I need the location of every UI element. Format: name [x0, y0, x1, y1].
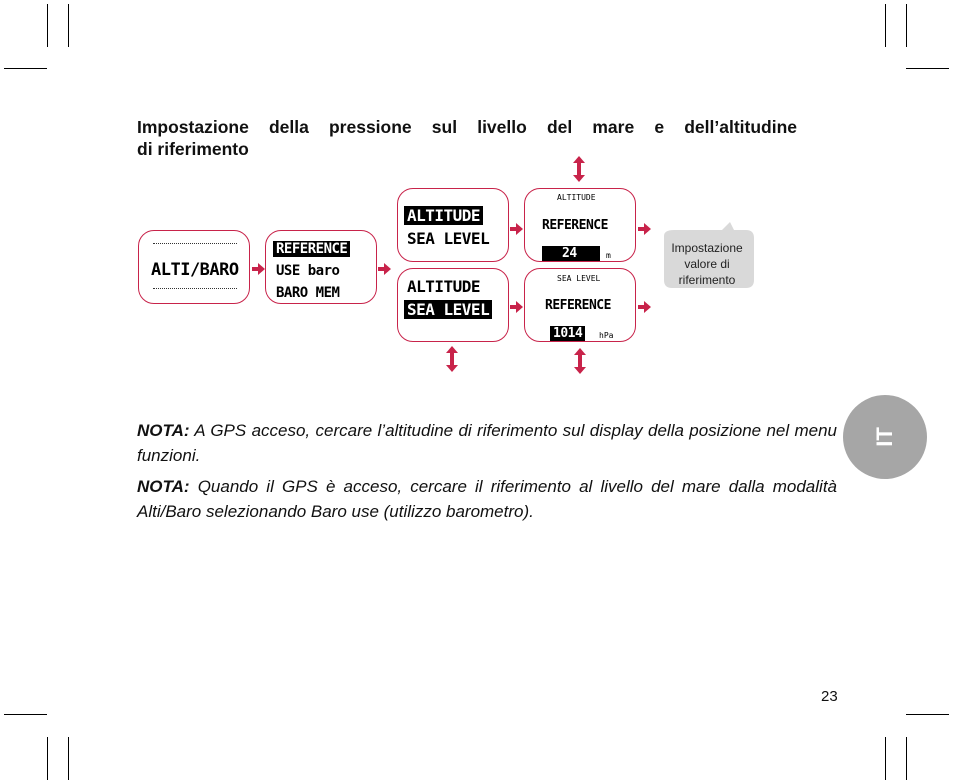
menu-item-use-baro: USE baro [276, 263, 340, 279]
screen-title: ALTITUDE [557, 193, 596, 202]
note-label: NOTA: [137, 421, 190, 440]
option-sea-level: SEA LEVEL [407, 229, 490, 248]
option-altitude: ALTITUDE [404, 206, 483, 225]
watch-screen-menu [265, 230, 377, 304]
reference-value: 1014 [550, 326, 585, 341]
arrow-right-5 [638, 222, 651, 234]
arrow-right-2 [378, 262, 391, 274]
watch-screen-sea-level-reference [524, 268, 636, 342]
reference-value: 24 [542, 246, 600, 261]
watch-screen-sea-level-select [397, 268, 509, 342]
mode-label: ALTI/BARO [151, 260, 239, 280]
heading-line-1: Impostazione della pressione sul livello del mare e dell’altitudine [137, 117, 797, 137]
section-heading [137, 116, 797, 160]
reference-unit: hPa [599, 331, 614, 340]
menu-item-reference: REFERENCE [273, 241, 350, 257]
language-tab [843, 395, 927, 479]
note-1 [137, 418, 837, 468]
watch-screen-altitude-select [397, 188, 509, 262]
language-code: IT [872, 427, 897, 447]
note-text: Quando il GPS è acceso, cercare il riferimento al livello del mare dalla modalità Alti/Baro selezionando Baro use (utilizzo barometro). [137, 477, 837, 521]
note-text: A GPS acceso, cercare l’altitudine di riferimento sul display della posizione nel menu funzioni. [137, 421, 837, 465]
watch-screen-alti-baro [138, 230, 250, 304]
reference-unit: m [606, 251, 611, 260]
reference-label: REFERENCE [545, 298, 611, 313]
heading-line-2: di riferimento [137, 139, 249, 159]
arrow-right-4 [510, 300, 523, 312]
note-label: NOTA: [137, 477, 190, 496]
page-number: 23 [821, 688, 838, 705]
updown-arrow-icon [574, 348, 586, 370]
arrow-right-3 [510, 222, 523, 234]
arrow-right-6 [638, 300, 651, 312]
callout-text: Impostazione valore di riferimento [671, 241, 743, 287]
updown-arrow-icon [446, 346, 458, 368]
option-sea-level: SEA LEVEL [404, 300, 492, 319]
reference-label: REFERENCE [542, 218, 608, 233]
arrow-right-1 [252, 262, 265, 274]
option-altitude: ALTITUDE [407, 277, 481, 296]
note-2 [137, 474, 837, 524]
watch-screen-altitude-reference [524, 188, 636, 262]
screen-title: SEA LEVEL [557, 274, 601, 283]
menu-item-baro-mem: BARO MEM [276, 285, 340, 301]
updown-arrow-icon [573, 156, 585, 178]
